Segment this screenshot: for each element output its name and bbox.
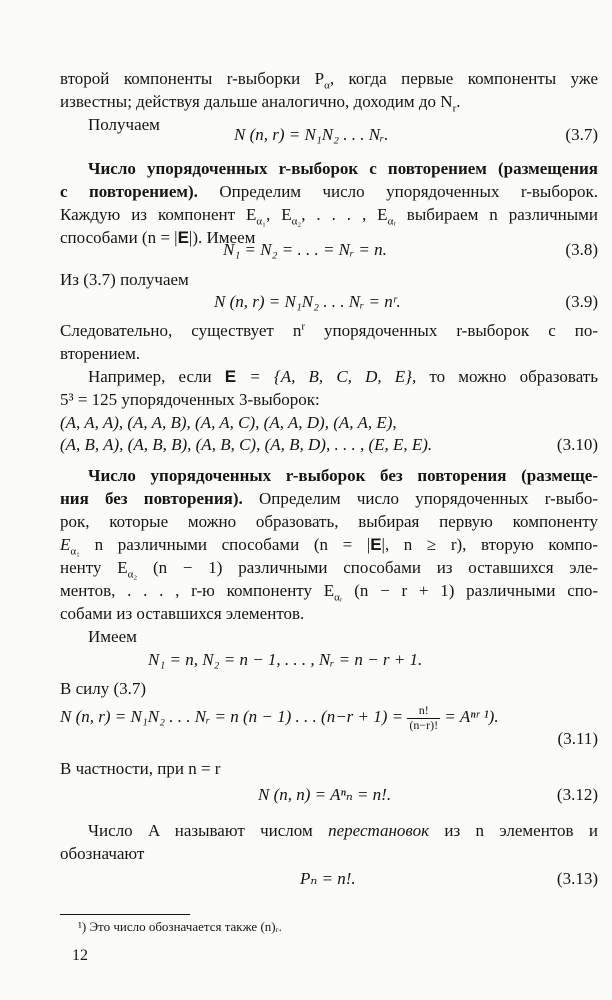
text-line: известны; действуя дальше аналогично, доходим до $N_r$. [60, 92, 461, 115]
equation-number: (3.8) [565, 240, 598, 259]
text-line: 5³ = 125 упорядоченных 3-выборок: [60, 390, 320, 409]
page-number: 12 [72, 947, 88, 964]
sample-list: (A, A, A), (A, A, B), (A, A, C), (A, A, D), (A, A, E), [60, 413, 397, 432]
text-line: способами (n = |E|). Имеем [60, 228, 256, 247]
text-line: второй компоненты r-выборки $P_\alpha$, когда первые компоненты уже [60, 69, 598, 92]
equation-number: (3.13) [556, 869, 598, 888]
sample-list: (A, B, A), (A, B, B), (A, B, C), (A, B, D), . . . , (E, E, E). [60, 435, 433, 454]
text-line: вторением. [60, 344, 141, 363]
text-line: с повторением). Определим число упорядоченных r-выборок. [60, 182, 598, 201]
equation-3-13: Pₙ = n!. [300, 869, 356, 888]
equation-number: (3.10) [556, 435, 598, 454]
text-line: Число A называют числом перестановок из n элементов и [88, 821, 599, 840]
text-line: Имеем [88, 627, 137, 646]
section-heading: Число упорядоченных r-выборок без повторения (размеще- [88, 466, 598, 485]
text-line: $E_{\alpha_1}$ n различными способами (n = |E|, n ≥ r), вторую компо- [60, 535, 598, 558]
equation-3-7: N (n, r) = N₁N₂ . . . Nᵣ. [234, 125, 389, 144]
equation-number: (3.12) [556, 785, 598, 804]
text-line: ния без повторения). Определим число упорядоченных r-выбо- [60, 489, 598, 508]
text-line: Каждую из компонент $E_{\alpha_1}$, $E_{\alpha_2}$, . . . , $E_{\alpha ᵣ}$ выбираем n различными [60, 205, 599, 228]
text-line: собами из оставшихся элементов. [60, 604, 305, 623]
text-line: В частности, при n = r [60, 759, 221, 778]
section-heading: Число упорядоченных r-выборок с повторением (размещения [88, 159, 598, 178]
equation-imeem: N₁ = n, N₂ = n − 1, . . . , Nᵣ = n − r + 1. [148, 650, 423, 669]
text-line: обозначают [60, 844, 145, 863]
equation-3-8: N₁ = N₂ = . . . = Nᵣ = n. [223, 240, 387, 259]
text-line: ненту $E_{\alpha_2}$ (n − 1) различными способами из оставшихся эле- [60, 558, 598, 581]
equation-number: (3.7) [565, 125, 598, 144]
text-line: рок, которые можно образовать, выбирая первую компоненту [60, 512, 598, 531]
text-line: Следовательно, существует $n^r$ упорядоченных r-выборок с по- [60, 320, 599, 340]
equation-3-12: N (n, n) = Aⁿₙ = n!. [258, 785, 392, 804]
equation-3-9: N (n, r) = N₁N₂ . . . Nᵣ = nʳ. [214, 292, 401, 311]
text-line: В силу (3.7) [60, 679, 147, 698]
text-line: Из (3.7) получаем [60, 270, 189, 289]
footnote: ¹) Это число обозначается также (n)ᵣ. [78, 919, 282, 934]
equation-number: (3.9) [565, 292, 598, 311]
text-line: Например, если E = {A, B, C, D, E}, то можно образовать [88, 367, 598, 386]
footnote-divider [60, 914, 190, 915]
equation-3-11: N (n, r) = N₁N₂ . . . Nᵣ = n (n − 1) . . . (n−r + 1) = $\frac{n!}{(n-r)!}$ = Aⁿʳ ¹). [60, 703, 499, 732]
equation-number: (3.11) [557, 729, 598, 748]
text-line: ментов, . . . , r-ю компоненту $E_{\alpha ᵣ}$ (n − r + 1) различными спо- [60, 581, 599, 604]
text-line: Получаем [88, 115, 160, 134]
